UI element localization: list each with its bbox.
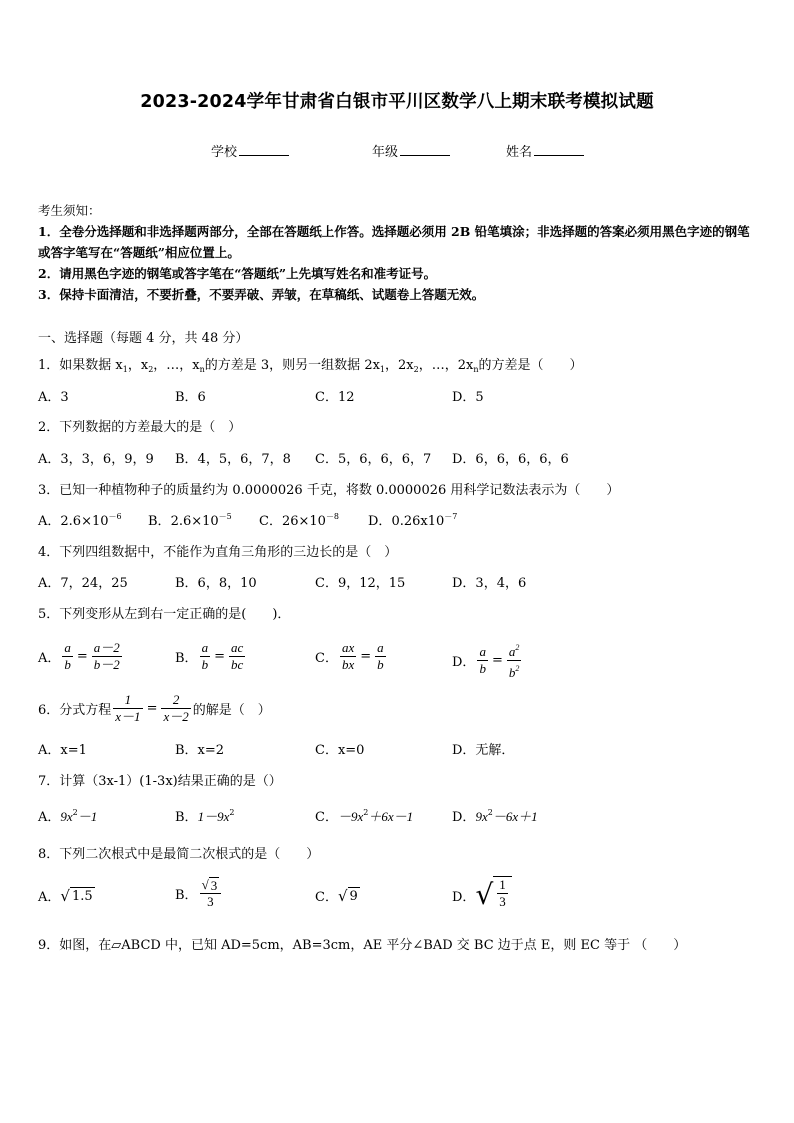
q6-option-c[interactable]: C．x=0	[315, 743, 365, 758]
q4-option-d[interactable]: D．3，4，6	[452, 576, 527, 591]
sqrt-icon: √ 9	[337, 886, 358, 905]
question-1-options	[38, 386, 758, 410]
q1-option-a[interactable]: A．3	[38, 390, 69, 405]
q1-option-d[interactable]: D．5	[452, 390, 484, 405]
school-blank[interactable]	[239, 143, 289, 156]
q5-option-b[interactable]: B． $\frac{a}{b}$ = $\frac{ac}{bc}$	[175, 640, 244, 672]
section-heading: 一、选择题（每题 4 分，共 48 分）	[38, 331, 249, 346]
question-5: 5．下列变形从左到右一定正确的是( )．	[38, 607, 291, 622]
question-7-options	[38, 806, 758, 830]
sqrt-icon: √ 1.5	[60, 886, 93, 905]
name-field[interactable]	[506, 141, 584, 160]
notice-item-2: 2．请用黑色字迹的钢笔或答字笔在“答题纸”上先填写姓名和准考证号。	[38, 266, 437, 281]
exam-notice	[38, 200, 758, 305]
q4-option-c[interactable]: C．9，12，15	[315, 576, 406, 591]
q3-option-c[interactable]: C．$26\times 10^{-8}$	[259, 512, 340, 529]
q2-option-b[interactable]: B．4，5，6，7，8	[175, 452, 291, 467]
q4-option-a[interactable]: A．7，24，25	[38, 576, 128, 591]
question-1: 1．如果数据 $x_1$，$x_2$，…，$x_n$的方差是 3，则另一组数据 $2x_1$，$2x_2$，…，$2x_n$的方差是（ ）	[38, 358, 583, 374]
q7-option-b[interactable]: B．$1-9x^2$	[175, 808, 235, 825]
question-4-options	[38, 572, 758, 596]
q7-option-c[interactable]: C．$-9x^2+6x-1$	[315, 808, 414, 825]
q5-option-a[interactable]: A． $\frac{a}{b}$ = $\frac{a-2}{b-2}$	[38, 640, 120, 672]
q4-option-b[interactable]: B．6，8，10	[175, 576, 257, 591]
grade-field[interactable]	[372, 141, 450, 160]
question-3-options	[38, 510, 758, 534]
q8-option-b[interactable]: B． √ 3 3	[175, 876, 223, 910]
q5-option-c[interactable]: C． $\frac{ax}{bx}$ = $\frac{a}{b}$	[315, 640, 384, 672]
notice-item-1: 1．全卷分选择题和非选择题两部分，全部在答题纸上作答。选择题必须用 2B 铅笔填涂；非选择题的答案必须用黑色字迹的钢笔或答字笔写在“答题纸”相应位置上。	[38, 224, 750, 260]
sqrt-icon: √ $\frac{1}{3}$	[475, 876, 511, 914]
q7-option-a[interactable]: A．$9x^2-1$	[38, 808, 98, 825]
question-7: 7．计算（3x-1）(1-3x)结果正确的是（）	[38, 774, 282, 789]
question-8: 8．下列二次根式中是最简二次根式的是（ ）	[38, 847, 320, 862]
q8-option-a[interactable]: A． √ 1.5	[38, 886, 93, 905]
q8-option-c[interactable]: C． √ 9	[315, 886, 358, 905]
question-8-options	[38, 876, 758, 920]
notice-item-3: 3．保持卡面清洁，不要折叠，不要弄破、弄皱，在草稿纸、试题卷上答题无效。	[38, 287, 485, 302]
q3-option-d[interactable]: D．$0.26x10^{-7}$	[368, 512, 458, 529]
name-label: 姓名	[506, 145, 533, 160]
q7-option-d[interactable]: D．$9x^2-6x+1$	[452, 808, 538, 825]
question-4: 4．下列四组数据中，不能作为直角三角形的三边长的是（ ）	[38, 545, 398, 560]
q5-option-d[interactable]: D． $\frac{a}{b}$ = $\frac{a^2}{b^2}$	[452, 640, 523, 681]
grade-blank[interactable]	[400, 143, 450, 156]
notice-heading: 考生须知：	[38, 203, 101, 218]
question-6-options	[38, 739, 758, 763]
q6-option-d[interactable]: D．无解．	[452, 743, 515, 758]
question-5-options	[38, 640, 758, 680]
q2-option-d[interactable]: D．6，6，6，6，6	[452, 452, 569, 467]
q2-option-c[interactable]: C．5，6，6，6，7	[315, 452, 432, 467]
name-blank[interactable]	[534, 143, 584, 156]
q6-option-b[interactable]: B．x=2	[175, 743, 225, 758]
school-field[interactable]	[211, 141, 289, 160]
q3-option-a[interactable]: A．$2.6\times 10^{-6}$	[38, 512, 122, 529]
exam-title: 2023-2024学年甘肃省白银市平川区数学八上期末联考模拟试题	[140, 92, 654, 112]
grade-label: 年级	[372, 145, 399, 160]
q1-option-c[interactable]: C．12	[315, 390, 355, 405]
q3-option-b[interactable]: B．$2.6\times 10^{-5}$	[148, 512, 232, 529]
question-3: 3．已知一种植物种子的质量约为 0.0000026 千克，将数 0.0000026 用科学记数法表示为（ ）	[38, 483, 620, 498]
school-label: 学校	[211, 145, 238, 160]
q6-option-a[interactable]: A．x=1	[38, 743, 87, 758]
q2-option-a[interactable]: A．3，3，6，9，9	[38, 452, 154, 467]
question-9: 9．如图，在▱ABCD 中，已知 AD=5cm，AB=3cm，AE 平分∠BAD 交 BC 边于点 E，则 EC 等于 （ ）	[38, 938, 687, 953]
question-2: 2．下列数据的方差最大的是（ ）	[38, 420, 242, 435]
question-6: 6．分式方程 $\frac{1}{x-1}$ = $\frac{2}{x-2}$ 的解是（ ）	[38, 692, 271, 724]
question-2-options	[38, 448, 758, 472]
q8-option-d[interactable]: D． √ $\frac{1}{3}$	[452, 876, 512, 914]
q1-option-b[interactable]: B．6	[175, 390, 206, 405]
